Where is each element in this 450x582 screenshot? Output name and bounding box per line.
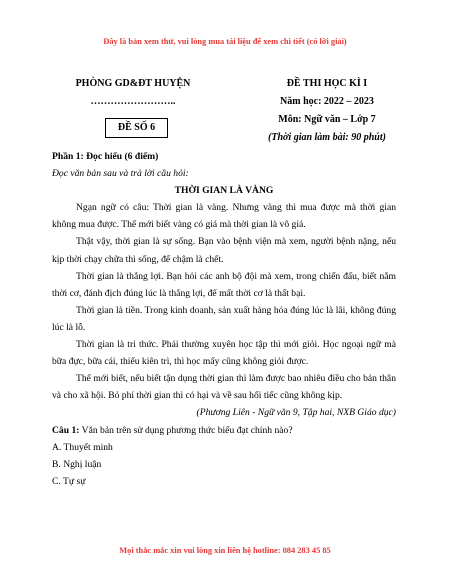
left-header: [48, 0, 218, 109]
exam-body: [52, 148, 396, 490]
exam-title: ĐỀ THI HỌC KÌ I: [286, 78, 368, 89]
duration-line: (Thời gian làm bài: 90 phút): [268, 132, 386, 143]
passage-paragraph: Thế mới biết, nếu biết tận dụng thời gian thì làm được bao nhiêu điều cho bản thân và cho xã hội. Bỏ phí thời gian thì có hại và về sau hối tiếc cũng không kịp.: [52, 373, 396, 402]
passage-paragraph: Thời gian là thắng lợi. Bạn hỏi các anh bộ đội mà xem, trong chiến đấu, biết nắm thời cơ, đánh địch đúng lúc là thắng lợi, để mất thời cơ là thất bại.: [52, 270, 396, 299]
question-1-label: Câu 1:: [52, 424, 80, 436]
preview-notice-banner: Đây là bản xem thử, vui lòng mua tài liệu để xem chi tiết (có lời giải): [103, 37, 347, 46]
hotline-banner: Mọi thắc mắc xin vui lòng xin liên hệ hotline: 084 283 45 85: [119, 546, 331, 555]
answer-option-a: A. Thuyết minh: [52, 441, 113, 453]
right-header: [242, 0, 412, 145]
exam-code-box: ĐỀ SỐ 6: [105, 118, 168, 138]
question-1-text: Văn bản trên sử dụng phương thức biểu đạt chính nào?: [79, 424, 293, 436]
subject-line: Môn: Ngữ văn – Lớp 7: [278, 114, 376, 125]
answer-option-c: C. Tự sự: [52, 475, 86, 487]
part1-heading: Phần 1: Đọc hiểu (6 điểm): [52, 151, 159, 162]
passage-paragraph: Thời gian là tiền. Trong kinh doanh, sản xuất hàng hóa đúng lúc là lãi, không đúng lúc là lỗ.: [52, 304, 396, 333]
passage-paragraph: Thật vậy, thời gian là sự sống. Bạn vào bệnh viện mà xem, người bệnh nặng, nếu kịp thời chạy chữa thì sống, để chậm là chết.: [52, 236, 396, 265]
passage-source: (Phương Liên - Ngữ văn 9, Tập hai, NXB Giáo dục): [196, 407, 396, 419]
school-year: Năm học: 2022 – 2023: [280, 96, 374, 107]
part1-instruction: Đọc văn bản sau và trả lời câu hỏi:: [52, 168, 189, 180]
office-name: PHÒNG GD&ĐT HUYỆN: [75, 78, 191, 89]
passage-paragraph: Thời gian là tri thức. Phải thường xuyên học tập thì mới giỏi. Học ngoại ngữ mà bữa đực, bữa cái, thiếu kiên trì, thì học mấy cũng không giỏi được.: [52, 339, 396, 368]
passage-title: THỜI GIAN LÀ VÀNG: [174, 185, 274, 197]
passage-paragraph: Ngạn ngữ có câu: Thời gian là vàng. Nhưng vàng thì mua được mà thời gian không mua được. Thế mới biết vàng có giá mà thời gian là vô giá.: [52, 202, 396, 231]
answer-option-b: B. Nghị luận: [52, 458, 102, 470]
question-1: [52, 422, 396, 439]
office-dots: ……………………..: [90, 96, 176, 107]
